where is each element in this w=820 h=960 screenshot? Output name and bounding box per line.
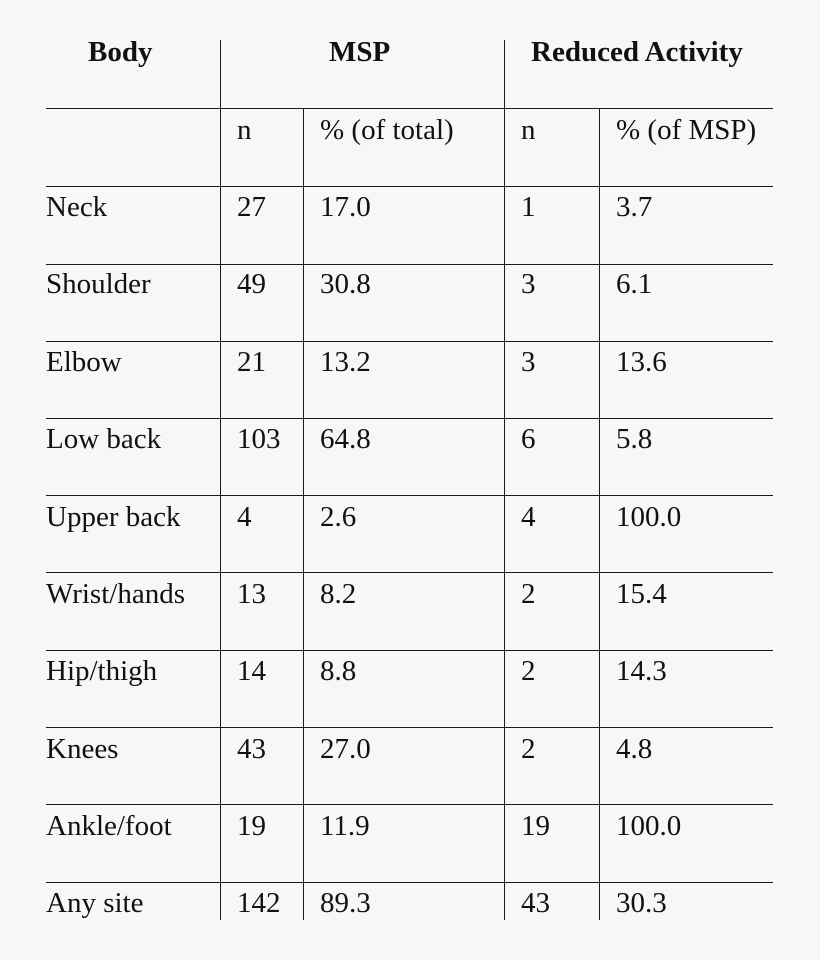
table-cell: 103	[237, 423, 281, 455]
table-cell: 1	[521, 191, 536, 223]
table-cell: 2	[521, 655, 536, 687]
table-cell: 43	[521, 887, 550, 919]
table-cell: 17.0	[320, 191, 371, 223]
table-cell: 30.3	[616, 887, 667, 919]
table-cell: 4	[521, 501, 536, 533]
table-cell: 15.4	[616, 578, 667, 610]
table-cell: 3	[521, 268, 536, 300]
row-divider	[46, 186, 773, 187]
row-divider	[46, 572, 773, 573]
table-cell: 2	[521, 733, 536, 765]
row-divider	[46, 650, 773, 651]
header-msp: MSP	[329, 36, 391, 68]
table-cell: 142	[237, 887, 281, 919]
column-divider	[599, 108, 600, 920]
table-cell: 19	[237, 810, 266, 842]
row-site-label: Neck	[46, 191, 108, 223]
table-cell: 3.7	[616, 191, 653, 223]
table-cell: 100.0	[616, 810, 682, 842]
row-divider	[46, 341, 773, 342]
row-divider	[46, 804, 773, 805]
row-divider	[46, 882, 773, 883]
row-site-label: Low back	[46, 423, 162, 455]
table-cell: 30.8	[320, 268, 371, 300]
table-cell: 21	[237, 346, 266, 378]
row-divider	[46, 418, 773, 419]
table-cell: 14.3	[616, 655, 667, 687]
row-site-label: Hip/thigh	[46, 655, 158, 687]
table-cell: 64.8	[320, 423, 371, 455]
column-divider	[220, 40, 221, 920]
table-cell: 100.0	[616, 501, 682, 533]
row-divider	[46, 727, 773, 728]
table-cell: 8.8	[320, 655, 357, 687]
table-cell: 27.0	[320, 733, 371, 765]
table-cell: 13.2	[320, 346, 371, 378]
column-divider	[504, 40, 505, 920]
subheader-msp-n: n	[237, 114, 252, 146]
table-cell: 19	[521, 810, 550, 842]
header-body: Body	[88, 36, 153, 68]
row-site-label: Any site	[46, 887, 144, 919]
table-cell: 43	[237, 733, 266, 765]
table-cell: 6.1	[616, 268, 653, 300]
row-site-label: Elbow	[46, 346, 122, 378]
table-cell: 11.9	[320, 810, 370, 842]
table-cell: 2.6	[320, 501, 357, 533]
row-divider	[46, 495, 773, 496]
table-cell: 8.2	[320, 578, 357, 610]
table-cell: 4.8	[616, 733, 653, 765]
table-cell: 49	[237, 268, 266, 300]
row-site-label: Knees	[46, 733, 119, 765]
table-cell: 13.6	[616, 346, 667, 378]
subheader-msp-percent: % (of total)	[320, 114, 454, 146]
row-divider	[46, 264, 773, 265]
table-cell: 3	[521, 346, 536, 378]
row-site-label: Ankle/foot	[46, 810, 172, 842]
table-cell: 13	[237, 578, 266, 610]
table-cell: 5.8	[616, 423, 653, 455]
table-cell: 89.3	[320, 887, 371, 919]
row-site-label: Wrist/hands	[46, 578, 185, 610]
row-site-label: Shoulder	[46, 268, 151, 300]
table-cell: 6	[521, 423, 536, 455]
table-cell: 27	[237, 191, 266, 223]
table-cell: 14	[237, 655, 266, 687]
row-site-label: Upper back	[46, 501, 181, 533]
table-cell: 2	[521, 578, 536, 610]
subheader-reduced-percent: % (of MSP)	[616, 114, 757, 146]
header-reduced-activity: Reduced Activity	[531, 36, 743, 68]
row-divider	[46, 108, 773, 109]
table-cell: 4	[237, 501, 252, 533]
column-divider	[303, 108, 304, 920]
subheader-reduced-n: n	[521, 114, 536, 146]
